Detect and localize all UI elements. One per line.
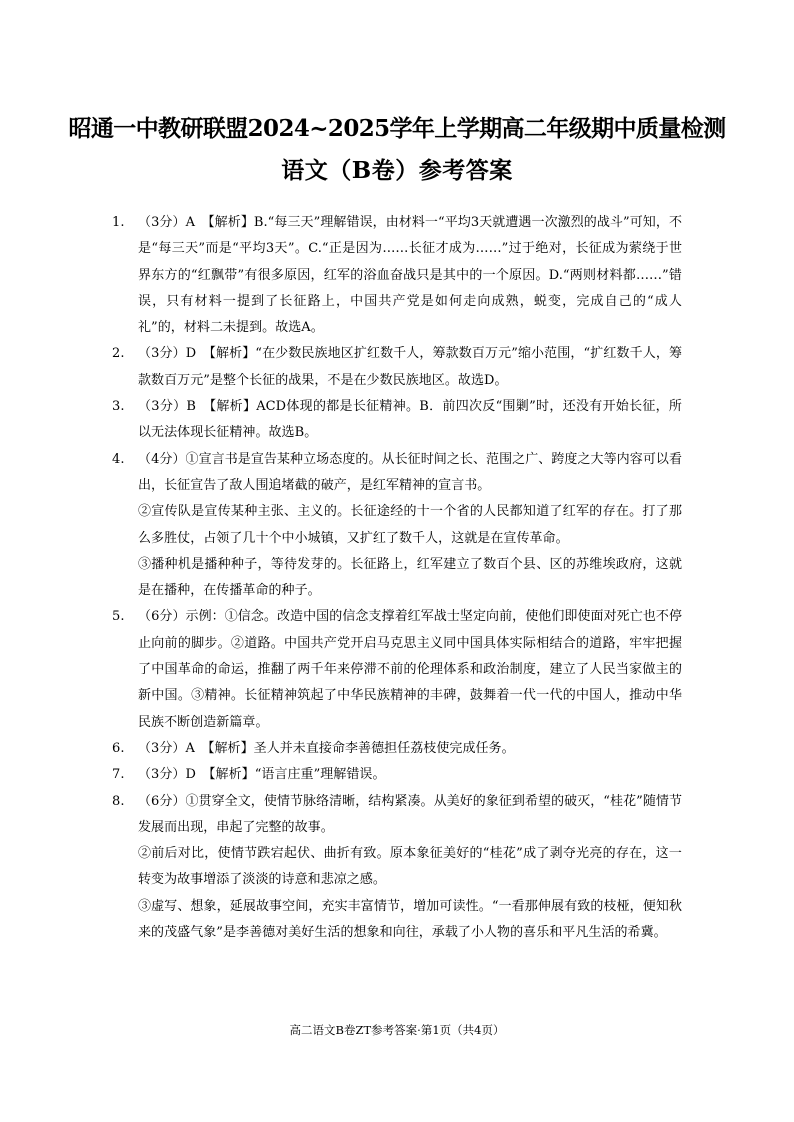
answer-body xyxy=(138,394,682,447)
answer-paragraph: （6分）①贯穿全文，使情节脉络清晰，结构紧凑。从美好的象征到希望的破灭，“桂花”随情节发展而出现，串起了完整的故事。 xyxy=(138,793,682,835)
answer-number: 4. xyxy=(112,451,125,467)
answer-item-4 xyxy=(112,447,682,605)
answer-paragraph: ③播种机是播种种子，等待发芽的。长征路上，红军建立了数百个县、区的苏维埃政府，这就是在播种，在传播革命的种子。 xyxy=(138,556,682,599)
answer-number: 8. xyxy=(112,793,125,809)
answer-paragraph: （3分）A 【解析】B.“每三天”理解错误，由材料一“平均3天就遭遇一次激烈的战斗”可知，不是“每三天”而是“平均3天”。C.“正是因为……长征才成为……”过于绝对，长征成为萦绕于世界东方的“红飘带”有很多原因，红军的浴血奋战只是其中的一个原因。D.“两则材料都……”错误，只有材料一提到了长征路上，中国共产党是如何走向成熟，蜕变，完成自己的“成人礼”的，材料二未提到。故选A。 xyxy=(138,215,682,336)
answer-body xyxy=(138,341,682,394)
answer-paragraph: ③虚写、想象，延展故事空间，充实丰富情节，增加可读性。“一看那伸展有致的枝桠，便知秋来的茂盛气象”是李善德对美好生活的想象和向往，承载了小人物的喜乐和平凡生活的希冀。 xyxy=(138,898,682,941)
answer-body xyxy=(138,762,682,788)
answer-body xyxy=(138,604,682,735)
page-footer: 高二语文B卷ZT参考答案·第1页（共4页） xyxy=(289,1023,505,1037)
answer-body xyxy=(138,736,682,762)
answer-number: 6. xyxy=(112,740,125,756)
answer-item-6 xyxy=(112,736,682,762)
answer-item-5 xyxy=(112,604,682,735)
answer-paragraph: （3分）D 【解析】“在少数民族地区扩红数千人，筹款数百万元”缩小范围，“扩红数千人，筹款数百万元”是整个长征的战果，不是在少数民族地区。故选D。 xyxy=(138,346,682,388)
answer-item-1 xyxy=(112,210,682,341)
answer-item-7 xyxy=(112,762,682,788)
answer-body xyxy=(138,447,682,605)
answer-number: 3. xyxy=(112,399,125,415)
answer-paragraph: （6分）示例：①信念。改造中国的信念支撑着红军战士坚定向前，使他们即使面对死亡也不停止向前的脚步。②道路。中国共产党开启马克思主义同中国具体实际相结合的道路，牢牢把握了中国革命的命运，推翻了两千年来停滞不前的伦理体系和政治制度，建立了人民当家做主的新中国。③精神。长征精神筑起了中华民族精神的丰碑，鼓舞着一代一代的中国人，推动中华民族不断创造新篇章。 xyxy=(138,609,682,730)
answer-item-3 xyxy=(112,394,682,447)
page-subtitle: 语文（B卷）参考答案 xyxy=(281,157,513,184)
answer-paragraph: （3分）A 【解析】圣人并未直接命李善德担任荔枝使完成任务。 xyxy=(138,740,515,756)
answer-paragraph: ②前后对比，使情节跌宕起伏、曲折有致。原本象征美好的“桂花”成了剥夺光亮的存在，这一转变为故事增添了淡淡的诗意和悲凉之感。 xyxy=(138,846,682,888)
answer-body xyxy=(138,789,682,947)
answer-number: 2. xyxy=(112,346,125,362)
answer-item-8 xyxy=(112,789,682,947)
answer-paragraph: （3分）D 【解析】“语言庄重”理解错误。 xyxy=(138,767,386,783)
answer-paragraph: （4分）①宣言书是宣告某种立场态度的。从长征时间之长、范围之广、跨度之大等内容可以看出，长征宣告了敌人围追堵截的破产，是红军精神的宣言书。 xyxy=(138,451,682,493)
answer-paragraph: ②宣传队是宣传某种主张、主义的。长征途经的十一个省的人民都知道了红军的存在。打了那么多胜仗，占领了几十个中小城镇，又扩红了数千人，这就是在宣传革命。 xyxy=(138,504,682,546)
answer-number: 1. xyxy=(112,215,125,230)
answer-item-2 xyxy=(112,341,682,394)
page-title: 昭通一中教研联盟2024~2025学年上学期高二年级期中质量检测 xyxy=(68,115,726,142)
answer-number: 5. xyxy=(112,609,125,625)
answer-number: 7. xyxy=(112,767,125,783)
answers-list xyxy=(112,210,682,946)
answer-paragraph: （3分）B 【解析】ACD体现的都是长征精神。B．前四次反“围剿”时，还没有开始长征，所以无法体现长征精神。故选B。 xyxy=(138,399,682,441)
answer-body xyxy=(138,210,682,341)
